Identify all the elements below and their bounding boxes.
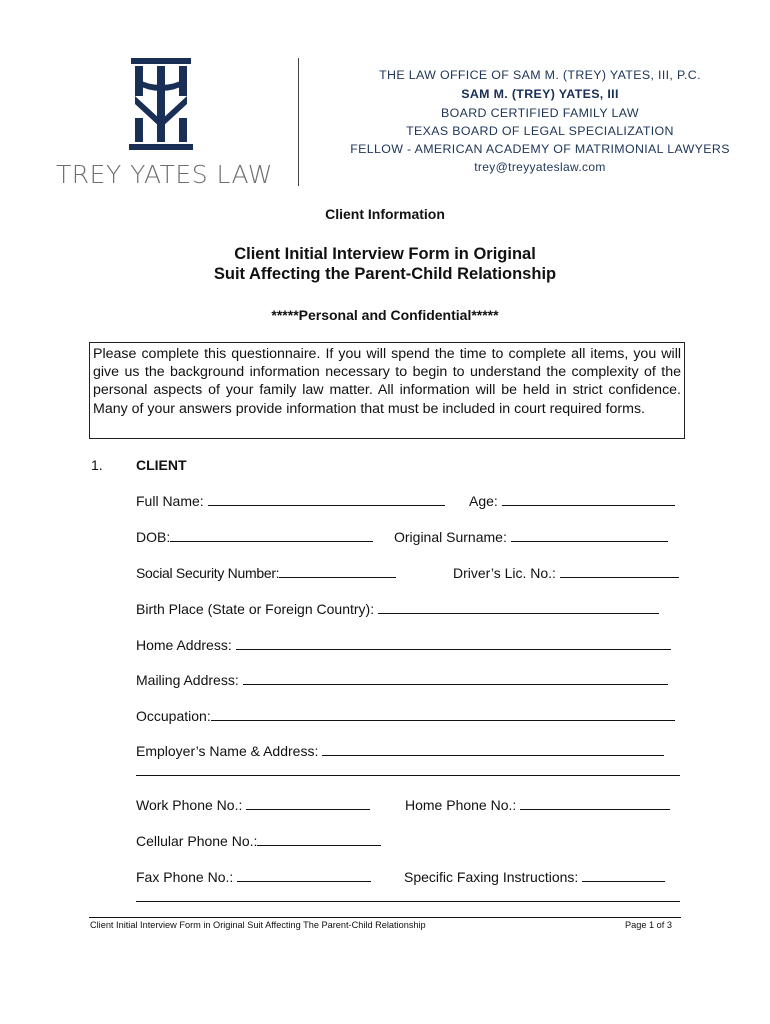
letterhead-firm: THE LAW OFFICE OF SAM M. (TREY) YATES, III, P.C. xyxy=(379,68,701,82)
full-name-label: Full Name: xyxy=(136,493,204,509)
footer-title: Client Initial Interview Form in Original Suit Affecting The Parent-Child Relationship xyxy=(90,920,426,930)
occupation-label: Occupation: xyxy=(136,708,211,724)
age-line[interactable] xyxy=(502,491,675,506)
original-surname-label: Original Surname: xyxy=(394,529,507,545)
mailing-address-field[interactable] xyxy=(136,670,668,688)
fax-phone-line[interactable] xyxy=(237,867,371,882)
footer-rule xyxy=(89,917,681,918)
birth-place-label: Birth Place (State or Foreign Country): xyxy=(136,601,375,617)
original-surname-line[interactable] xyxy=(511,527,668,542)
original-surname-field[interactable] xyxy=(394,527,668,545)
ssn-field[interactable] xyxy=(136,563,396,581)
section-title: CLIENT xyxy=(136,457,187,473)
home-address-field[interactable] xyxy=(136,635,671,653)
ssn-line[interactable] xyxy=(279,563,396,578)
occupation-line[interactable] xyxy=(211,706,675,721)
letterhead-fellow: FELLOW - AMERICAN ACADEMY OF MATRIMONIAL LAWYERS xyxy=(350,142,730,156)
home-address-label: Home Address: xyxy=(136,637,232,653)
employer-label: Employer’s Name & Address: xyxy=(136,743,319,759)
work-phone-field[interactable] xyxy=(136,795,370,813)
birth-place-field[interactable] xyxy=(136,599,659,617)
dob-line[interactable] xyxy=(170,527,373,542)
home-address-line[interactable] xyxy=(236,635,671,650)
dob-field[interactable] xyxy=(136,527,373,545)
cell-phone-label: Cellular Phone No.: xyxy=(136,833,258,849)
form-title-line2: Suit Affecting the Parent-Child Relationship xyxy=(213,265,557,283)
drivers-license-label: Driver’s Lic. No.: xyxy=(453,565,556,581)
fax-instructions-line[interactable] xyxy=(582,867,665,882)
drivers-license-line[interactable] xyxy=(560,563,679,578)
home-phone-line[interactable] xyxy=(520,795,670,810)
employer-field[interactable] xyxy=(136,741,664,759)
fax-phone-field[interactable] xyxy=(136,867,371,885)
home-phone-label: Home Phone No.: xyxy=(405,797,517,813)
letterhead-divider xyxy=(298,58,299,186)
work-phone-line[interactable] xyxy=(246,795,370,810)
age-label: Age: xyxy=(469,493,498,509)
section-heading: Client Information xyxy=(325,206,445,222)
instructions-box: Please complete this questionnaire. If you will spend the time to complete all items, you will give us the background information necessary to begin to understand the complexity of the personal aspects of your family law matter. All information will be held in strict confidence. Many of your answers provide information that must be included in court required forms. xyxy=(89,342,685,439)
letterhead-certification: BOARD CERTIFIED FAMILY LAW xyxy=(441,106,639,120)
fax-instructions-label: Specific Faxing Instructions: xyxy=(404,869,579,885)
section-number: 1. xyxy=(91,457,103,473)
cell-phone-line[interactable] xyxy=(257,831,381,846)
full-name-field[interactable] xyxy=(136,491,445,509)
page-number: Page 1 of 3 xyxy=(625,920,672,930)
work-phone-label: Work Phone No.: xyxy=(136,797,243,813)
letterhead-attorney: SAM M. (TREY) YATES, III xyxy=(461,87,619,101)
dob-label: DOB: xyxy=(136,529,171,545)
employer-line[interactable] xyxy=(322,741,664,756)
ssn-label: Social Security Number: xyxy=(136,565,280,581)
home-phone-field[interactable] xyxy=(405,795,670,813)
occupation-field[interactable] xyxy=(136,706,675,724)
drivers-license-field[interactable] xyxy=(453,563,679,581)
fax-instructions-line-2[interactable] xyxy=(136,901,680,902)
employer-line-2[interactable] xyxy=(136,775,680,776)
law-firm-logo xyxy=(125,58,197,150)
fax-instructions-field[interactable] xyxy=(404,867,665,885)
brand-name: TREY YATES LAW xyxy=(56,160,273,189)
confidential-notice: *****Personal and Confidential***** xyxy=(271,307,499,323)
form-title-line1: Client Initial Interview Form in Original xyxy=(234,245,536,263)
full-name-line[interactable] xyxy=(208,491,445,506)
cell-phone-field[interactable] xyxy=(136,831,381,849)
fax-phone-label: Fax Phone No.: xyxy=(136,869,234,885)
mailing-address-label: Mailing Address: xyxy=(136,672,239,688)
mailing-address-line[interactable] xyxy=(243,670,668,685)
letterhead-board: TEXAS BOARD OF LEGAL SPECIALIZATION xyxy=(406,124,674,138)
birth-place-line[interactable] xyxy=(378,599,659,614)
age-field[interactable] xyxy=(469,491,675,509)
letterhead-email[interactable]: trey@treyyateslaw.com xyxy=(474,160,606,174)
